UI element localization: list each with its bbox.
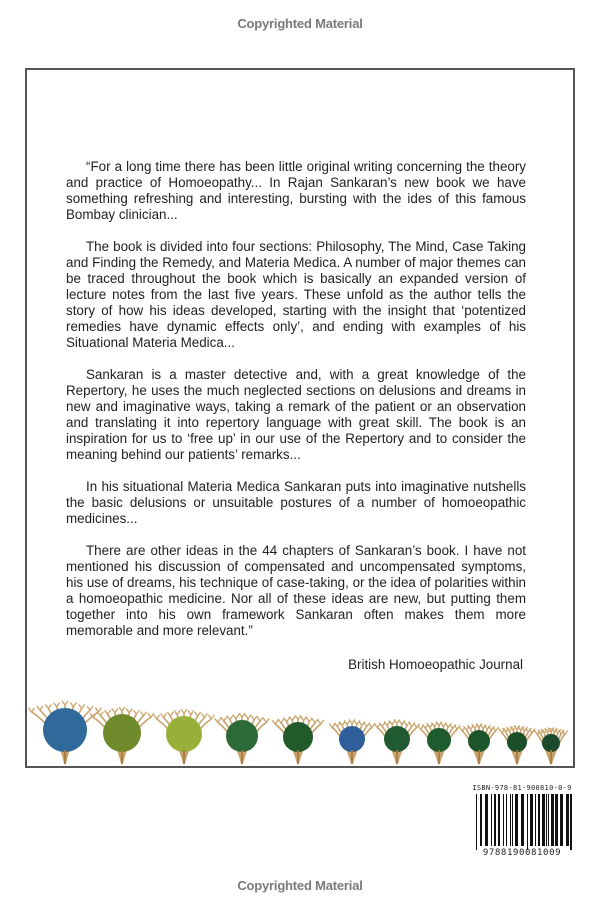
barcode-bar — [491, 794, 492, 846]
barcode-bar — [512, 794, 513, 846]
plant-bloom — [43, 708, 87, 752]
barcode-bar — [551, 794, 554, 846]
plant-bloom — [384, 726, 410, 752]
review-paragraph: “For a long time there has been little original writing concerning the theory and practice of Homoeopathy... In Rajan Sankaran’s new book we have something refreshing and interesting, bursting with the ides of this famous Bombay clinician... — [66, 159, 526, 222]
plant-bloom — [542, 734, 560, 752]
review-paragraph: The book is divided into four sections: Philosophy, The Mind, Case Taking and Finding the Remedy, and Materia Medica. A number of major themes can be traced throughout the book which is basically an expanded version of lecture notes from the last five years. These unfold as the author tells the story of how his ideas developed, starting with the insight that ‘potentized remedies have dynamic effects only’, and ending with examples of his Situational Materia Medica... — [66, 239, 526, 350]
review-text — [66, 159, 526, 655]
plant-icon — [534, 728, 567, 764]
plant-bloom — [226, 720, 258, 752]
barcode-bar — [570, 794, 572, 850]
plant-icon — [329, 719, 375, 764]
plant-icon — [418, 721, 460, 764]
review-paragraph: In his situational Materia Medica Sankaran puts into imaginative nutshells the basic delusions or unsuitable postures of a number of homoeopathic medicines... — [66, 479, 526, 526]
plant-illustration — [27, 670, 573, 766]
barcode-bar — [521, 794, 524, 846]
plant-icon — [499, 726, 535, 765]
review-source: British Homoeopathic Journal — [348, 657, 523, 672]
barcode-bar — [542, 794, 545, 846]
plant-icon — [272, 715, 324, 764]
copyright-watermark-bottom: Copyrighted Material — [237, 878, 363, 893]
barcode-bar — [530, 794, 533, 846]
barcode-digits: 9788190081009 — [482, 848, 562, 858]
review-paragraph: Sankaran is a master detective and, with a great knowledge of the Repertory, he uses the much neglected sections on delusions and dreams in new and imaginative ways, taking a remark of the patient or an observation and translating it into repertory language with great skill. The book is an inspiration for us to ‘free up’ in our use of the Repertory and to consider the meaning behind our patients’ remarks... — [66, 367, 526, 462]
plant-bloom — [468, 730, 490, 752]
copyright-watermark-top: Copyrighted Material — [237, 16, 363, 31]
barcode-bar — [538, 794, 540, 846]
review-paragraph: There are other ideas in the 44 chapters of Sankaran’s book. I have not mentioned his discussion of compensated and uncompensated symptoms, his use of dreams, his technique of case-taking, or the idea of polarities within a homoeopathic medicine. Nor all of these ideas are new, but putting them together into his own framework Sankaran often makes them more memorable and more relevant.” — [66, 543, 526, 638]
plant-bloom — [507, 732, 527, 752]
barcode-bar — [485, 794, 488, 846]
barcode-bar — [527, 794, 528, 850]
plant-icon — [459, 723, 498, 764]
barcode-bar — [503, 794, 504, 846]
plant-icon — [215, 713, 270, 764]
plant-icon — [154, 709, 215, 764]
plant-icon — [374, 719, 420, 764]
barcode-bar — [515, 794, 518, 846]
barcode-bar — [555, 794, 558, 846]
barcode-bar — [510, 794, 511, 846]
plant-bloom — [166, 716, 202, 752]
plant-bloom — [103, 714, 141, 752]
barcode-bars — [476, 794, 572, 850]
plant-bloom — [339, 726, 365, 752]
barcode-bar — [498, 794, 500, 846]
barcode-bar — [506, 794, 507, 846]
barcode-bar — [548, 794, 549, 846]
barcode-bar — [476, 794, 477, 850]
barcode-bar — [566, 794, 569, 846]
isbn-label: ISBN-978-81-900810-0-9 — [472, 784, 572, 792]
plant-bloom — [427, 728, 451, 752]
plant-bloom — [283, 722, 313, 752]
plant-icon — [29, 701, 102, 764]
barcode-bar — [480, 794, 482, 846]
barcode-bar — [546, 794, 547, 846]
isbn-barcode — [470, 784, 574, 862]
back-cover-frame — [25, 68, 575, 768]
barcode-bar — [560, 794, 563, 846]
barcode-bar — [535, 794, 536, 846]
barcode-bar — [494, 794, 496, 846]
plant-icon — [90, 707, 154, 764]
